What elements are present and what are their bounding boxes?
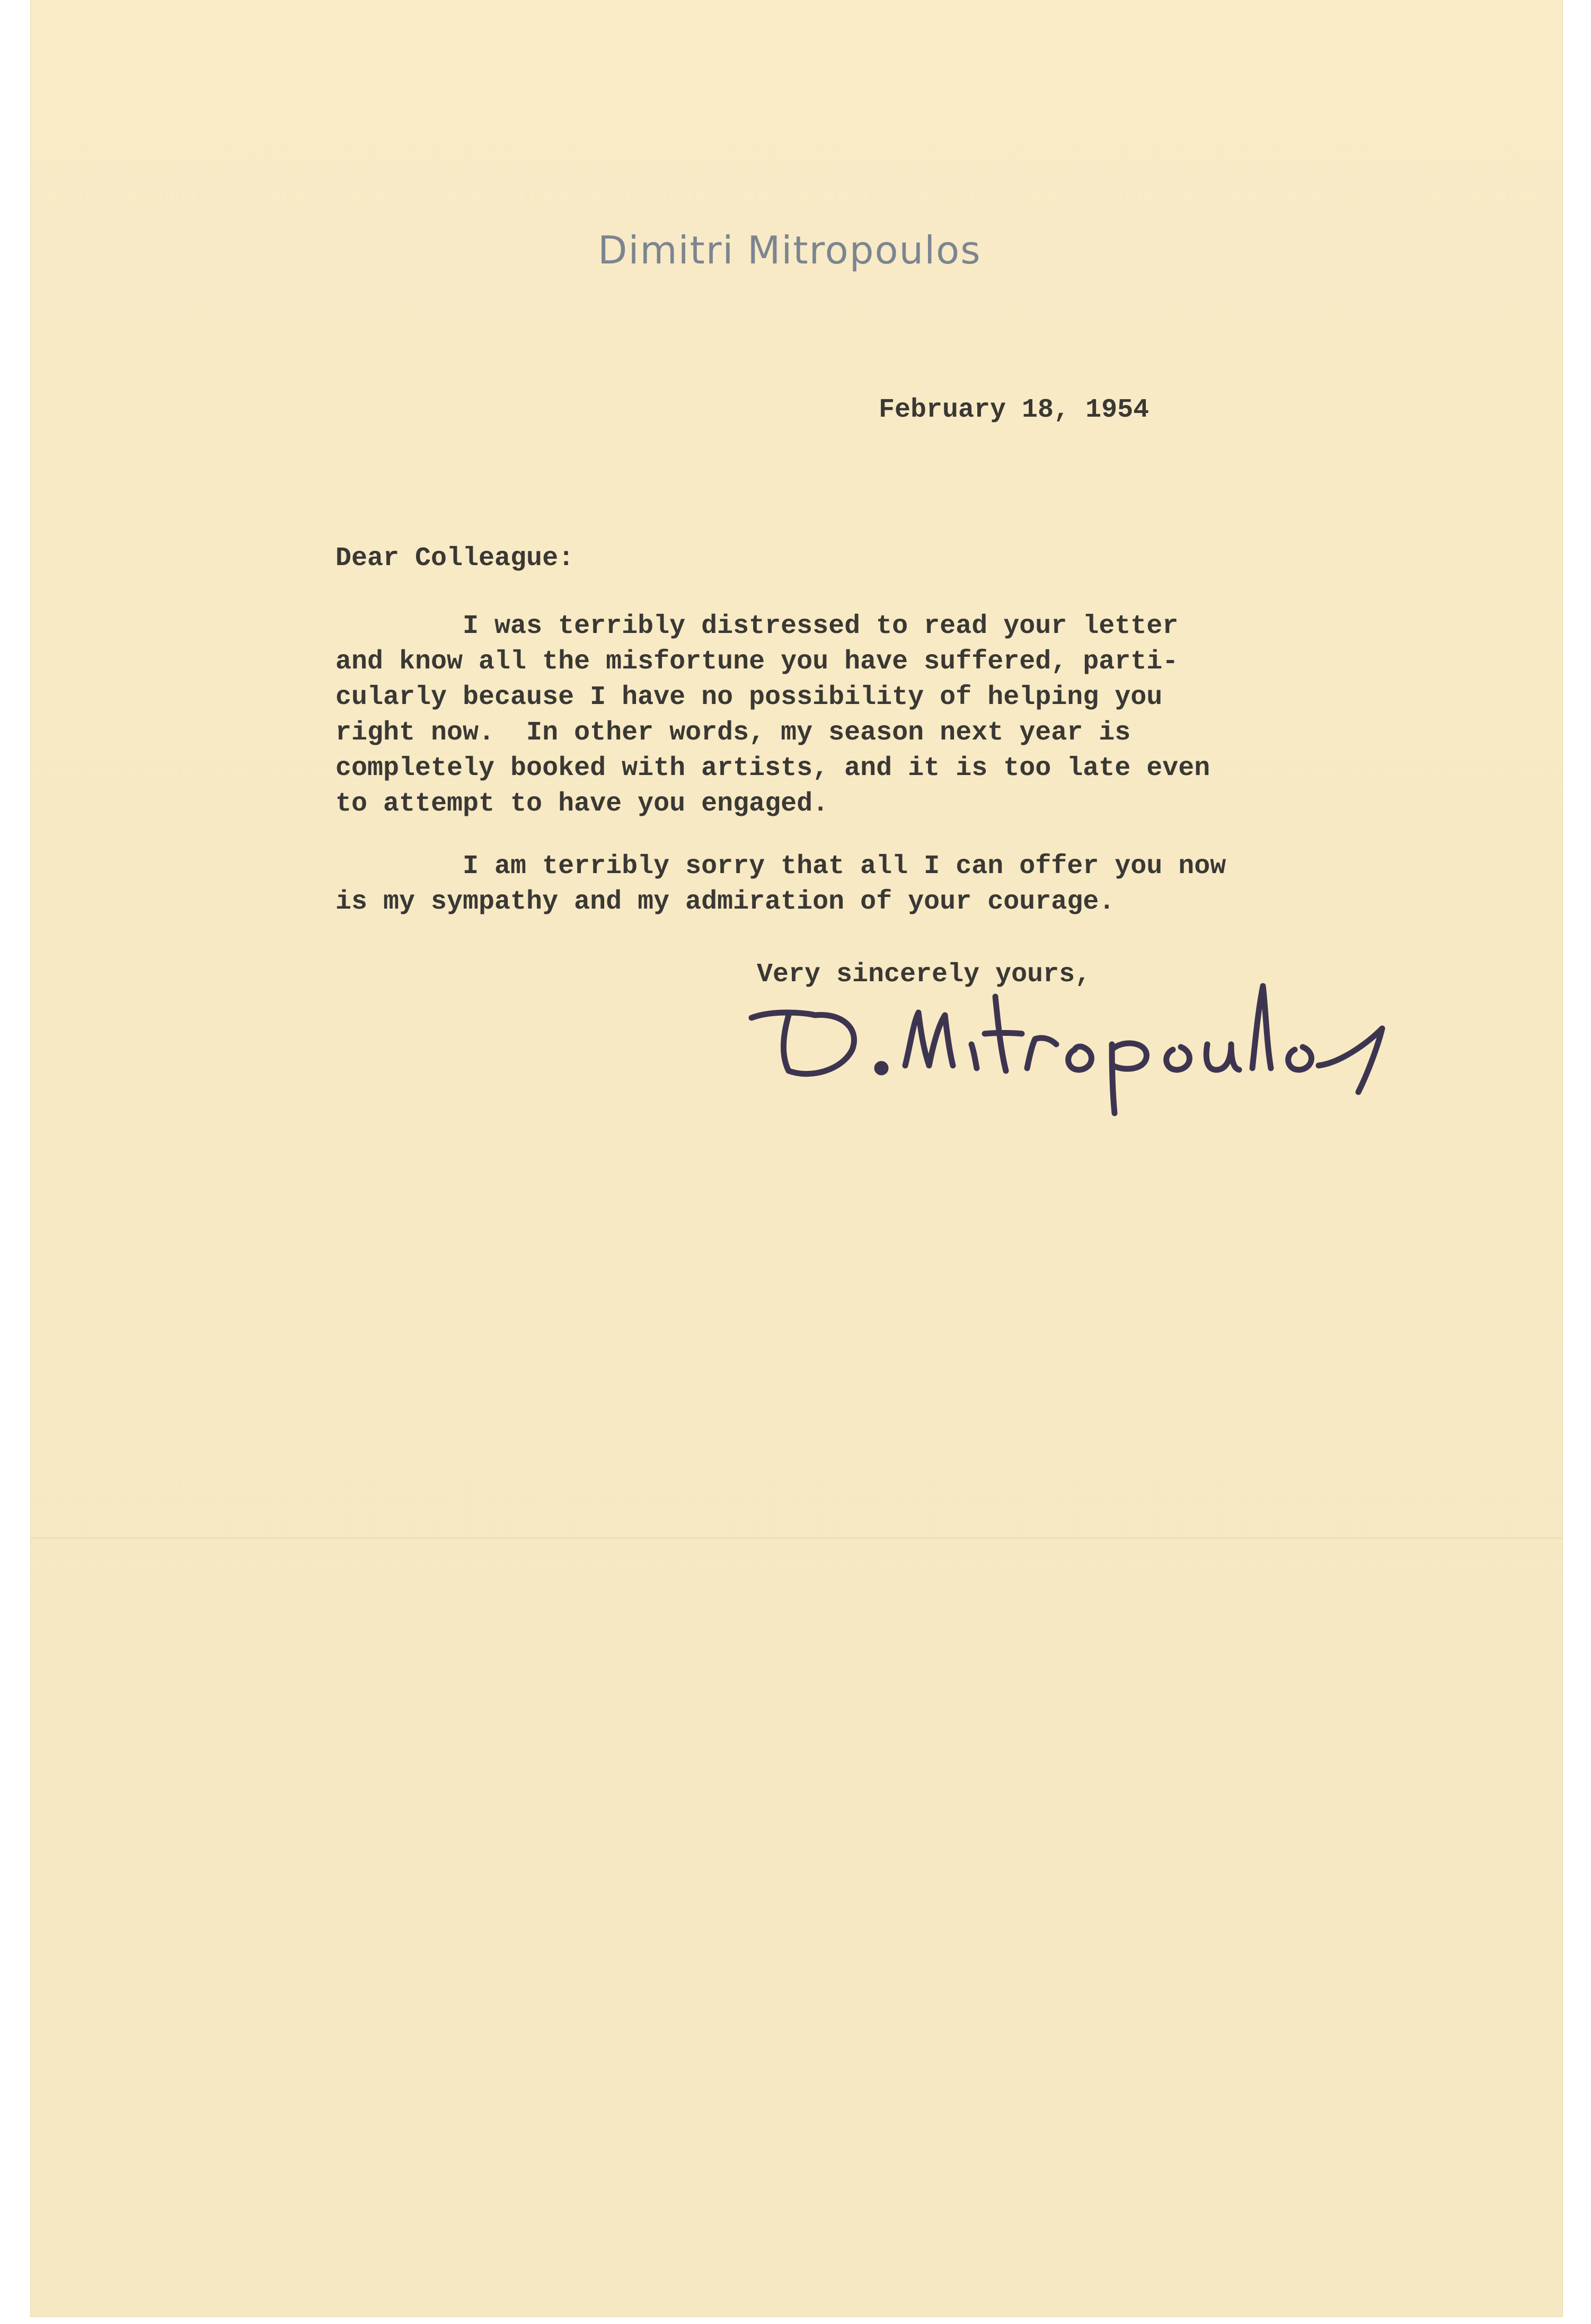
letter-date: February 18, 1954 [879,395,1150,425]
letter-closing: Very sincerely yours, [757,959,1091,990]
paper-fold-line [31,1537,1562,1539]
letter-paragraph-2: I am terribly sorry that all I can offer you now is my sympathy and my admiration of your courage. [335,851,1226,917]
letter-salutation: Dear Colleague: [335,543,574,574]
letterhead-name: Dimitri Mitropoulos [598,228,982,272]
letter-paragraph-1: I was terribly distressed to read your letter and know all the misfortune you have suffered, parti- cularly because I have no possibility of helping you right now. In other words, my season next year is completely booked with artists, and it is too late even to attempt to have you engaged. [335,611,1210,819]
handwritten-signature-icon [730,965,1472,1124]
letter-page [31,0,1562,2317]
